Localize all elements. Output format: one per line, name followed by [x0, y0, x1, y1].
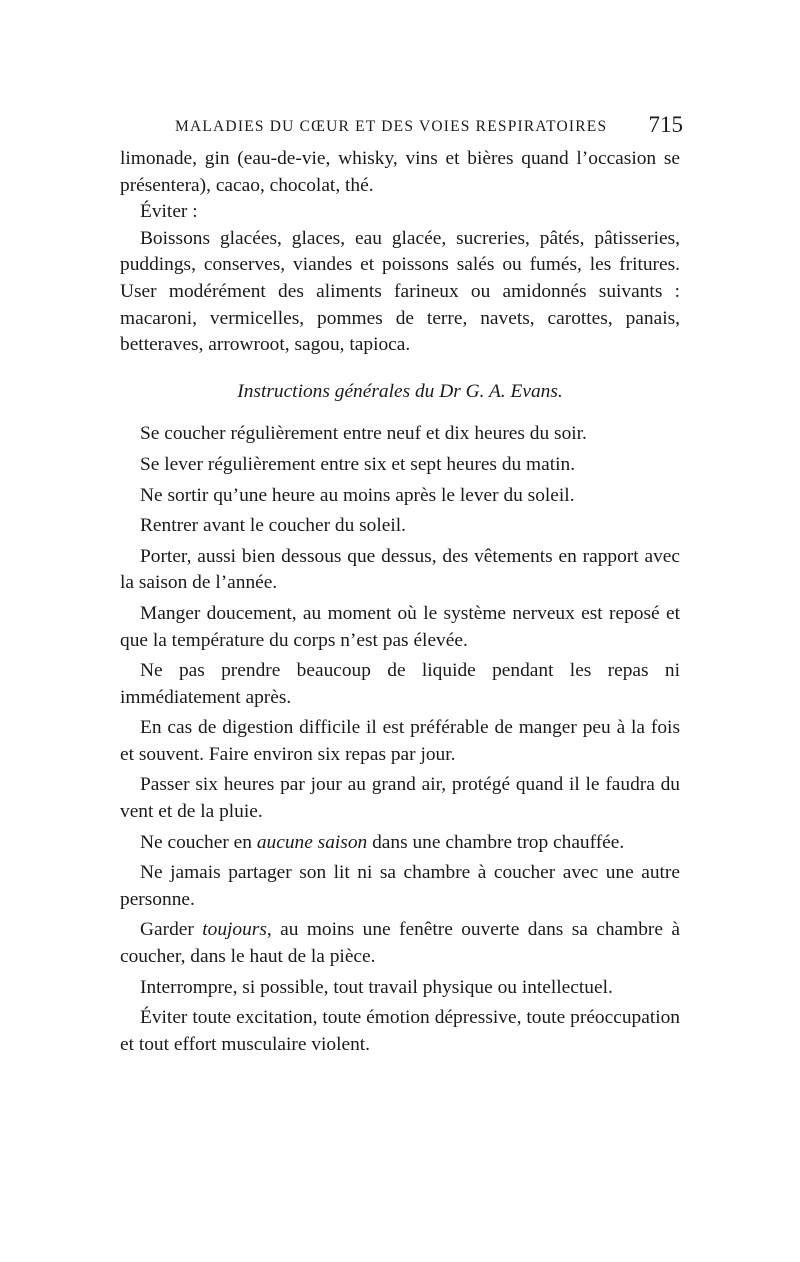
instruction-emphasis: toujours [202, 919, 267, 941]
instruction-item: Rentrer avant le coucher du soleil. [140, 515, 406, 537]
instruction-item: Éviter toute excitation, toute émotion dépressive, toute préoccupation et tout effort musculaire violent. [120, 1007, 680, 1055]
instruction-text: Garder [140, 919, 203, 941]
instruction-text: , au moins une fenêtre ouverte dans sa chambre à coucher, dans le haut de la pièce. [120, 919, 680, 968]
instruction-item: Passer six heures par jour au grand air, protégé quand il le faudra du vent et de la pluie. [120, 774, 680, 823]
section-heading: Instructions générales du Dr G. A. Evans. [237, 380, 563, 402]
instruction-text: Ne coucher en [140, 831, 257, 853]
instruction-text: dans une chambre trop chauffée. [367, 831, 625, 853]
instruction-item [120, 917, 680, 970]
page-header [175, 112, 683, 142]
paragraph-drinks-continued: limonade, gin (eau-de-vie, whisky, vins et bières quand l’occasion se présentera), cacao, chocolat, thé. [120, 148, 680, 196]
instruction-item: Manger doucement, au moment où le système nerveux est reposé et que la température du corps n’est pas élevée. [120, 602, 680, 651]
instruction-emphasis: aucune saison [256, 831, 368, 853]
instruction-item: Ne pas prendre beaucoup de liquide pendant les repas ni immédiatement après. [120, 660, 680, 708]
paragraph-avoid-list: Boissons glacées, glaces, eau glacée, sucreries, pâtés, pâtisseries, puddings, conserves, viandes et poissons salés ou fumés, les fritures. User modérément des aliments farineux ou amidonnés suivants : macaroni, vermicelles, pommes de terre, navets, carottes, panais, betteraves, arrowroot, sagou, tapioca. [120, 227, 680, 356]
body-text [120, 146, 680, 1058]
instruction-item: En cas de digestion difficile il est préférable de manger peu à la fois et souvent. Faire environ six repas par jour. [120, 717, 680, 765]
instructions-list [120, 421, 680, 1058]
instruction-item: Se coucher régulièrement entre neuf et dix heures du soir. [140, 423, 587, 445]
instruction-item: Ne jamais partager son lit ni sa chambre à coucher avec une autre personne. [120, 862, 680, 910]
instruction-item: Se lever régulièrement entre six et sept heures du matin. [140, 453, 576, 475]
paragraph-avoid-label: Éviter : [140, 201, 198, 223]
instruction-item: Interrompre, si possible, tout travail physique ou intellectuel. [140, 976, 613, 998]
instruction-item: Ne sortir qu’une heure au moins après le lever du soleil. [140, 484, 575, 506]
instruction-item: Porter, aussi bien dessous que dessus, des vêtements en rapport avec la saison de l’année. [120, 545, 680, 594]
running-title: MALADIES DU CŒUR ET DES VOIES RESPIRATOIRES [175, 118, 608, 135]
page-number: 715 [648, 112, 683, 137]
instruction-item [120, 830, 680, 857]
